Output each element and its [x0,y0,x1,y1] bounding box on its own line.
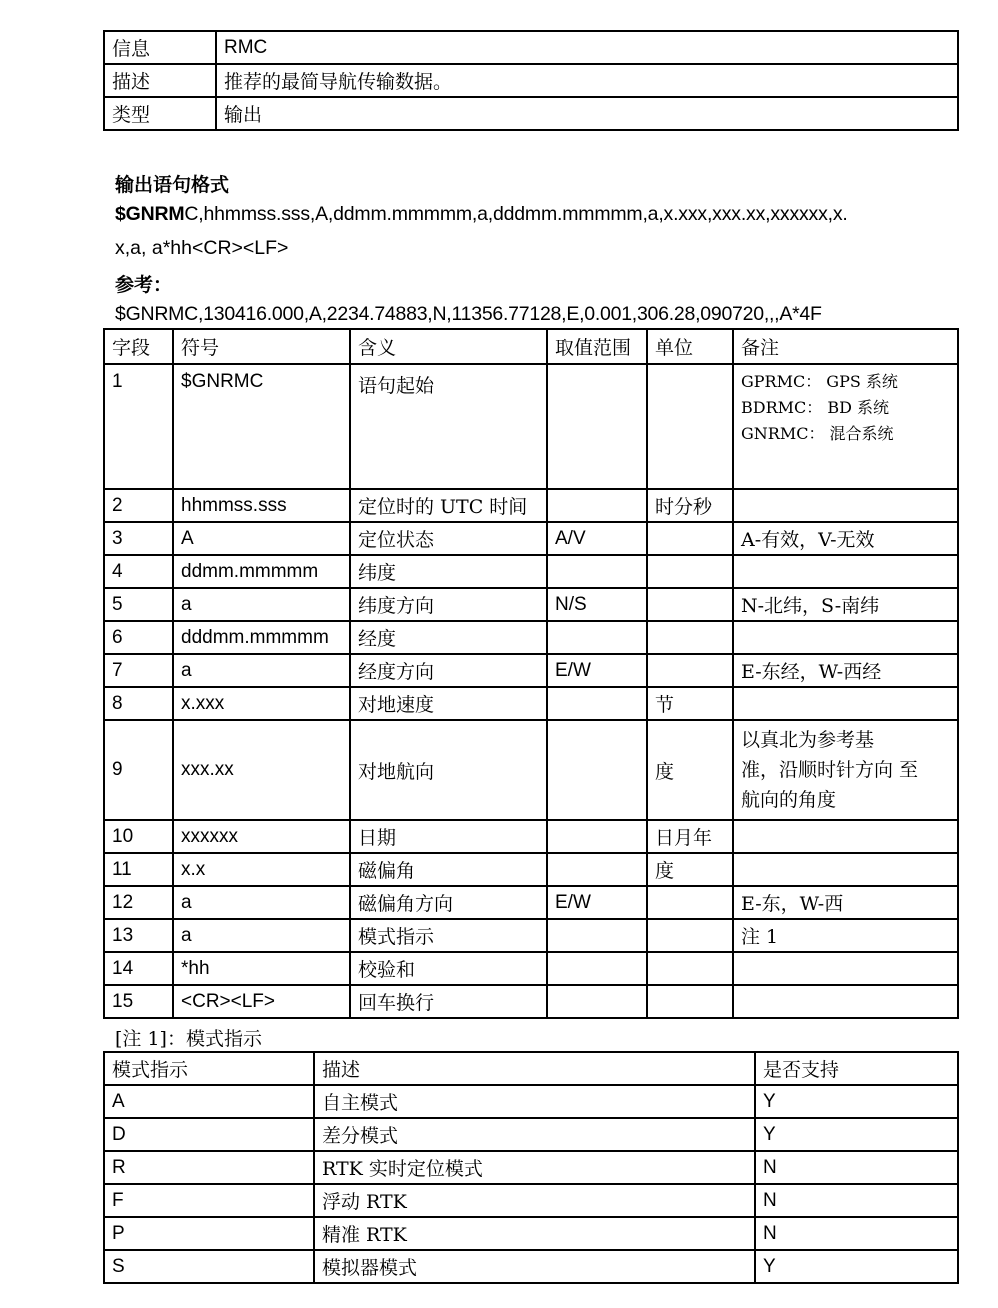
reference-sentence: $GNRMC,130416.000,A,2234.74883,N,11356.77128,E,0.001,306.28,090720,,,A*4F [115,303,822,325]
field-symbol-cell: x.x [173,853,350,886]
output-format-line-2: x,a, a*hh<CR><LF> [115,237,289,259]
reference-heading: 参考： [115,274,173,296]
field-row [104,919,958,952]
field-meaning-cell: 语句起始 [350,364,547,489]
field-unit-cell [647,555,733,588]
field-unit-cell [647,919,733,952]
field-row [104,621,958,654]
field-unit-cell [647,654,733,687]
field-number-cell: 13 [104,919,173,952]
output-format-line-1-rest: C,hhmmss.sss,A,ddmm.mmmmm,a,dddmm.mmmmm,a,x.xxx,xxx.xx,xxxxxx,x. [184,203,848,225]
field-range-cell [547,364,647,489]
info-value-cell: RMC [216,31,958,64]
field-symbol-cell: ddmm.mmmmm [173,555,350,588]
mode-code-cell: D [104,1118,314,1151]
field-unit-cell: 节 [647,687,733,720]
field-meaning-cell: 回车换行 [350,985,547,1018]
field-row [104,654,958,687]
field-number-cell: 9 [104,720,173,820]
field-note-line: 航向的角度 [741,789,837,811]
field-note-cell [733,720,958,820]
field-range-cell: E/W [547,654,647,687]
field-range-cell: N/S [547,588,647,621]
field-unit-cell [647,952,733,985]
mode-row [104,1085,958,1118]
mode-code-cell: R [104,1151,314,1184]
output-format-bold-prefix: $GNRM [115,203,185,225]
field-range-cell [547,555,647,588]
field-number-cell: 8 [104,687,173,720]
info-value-cell: 输出 [216,97,958,130]
mode-description-cell: RTK 实时定位模式 [314,1151,755,1184]
field-range-cell [547,853,647,886]
field-unit-cell: 时分秒 [647,489,733,522]
field-number-cell: 6 [104,621,173,654]
mode-header-cell: 模式指示 [104,1052,314,1085]
field-unit-cell [647,588,733,621]
field-symbol-cell: dddmm.mmmmm [173,621,350,654]
field-unit-cell [647,364,733,489]
field-number-cell: 15 [104,985,173,1018]
field-note-cell [733,853,958,886]
field-note-line: GNRMC： 混合系统 [741,424,894,443]
field-symbol-cell: *hh [173,952,350,985]
field-meaning-cell: 对地速度 [350,687,547,720]
field-row [104,588,958,621]
info-key-cell: 信息 [104,31,216,64]
field-number-cell: 5 [104,588,173,621]
field-unit-cell: 日月年 [647,820,733,853]
field-row [104,886,958,919]
field-range-cell [547,985,647,1018]
field-note-cell: N-北纬，S-南纬 [733,588,958,621]
field-header-cell: 单位 [647,329,733,364]
field-definition-body [104,329,958,1018]
field-meaning-cell: 磁偏角 [350,853,547,886]
output-format-heading: 输出语句格式 [115,174,230,196]
info-row [104,64,958,97]
field-note-cell: E-东，W-西 [733,886,958,919]
info-key-cell: 描述 [104,64,216,97]
field-symbol-cell: A [173,522,350,555]
field-unit-cell [647,522,733,555]
field-unit-cell [647,985,733,1018]
info-value-cell: 推荐的最简导航传输数据。 [216,64,958,97]
field-note-line: GPRMC： GPS 系统 [741,372,898,391]
mode-row [104,1184,958,1217]
mode-supported-cell: N [755,1184,958,1217]
field-symbol-cell: $GNRMC [173,364,350,489]
field-number-cell: 3 [104,522,173,555]
field-number-cell: 2 [104,489,173,522]
mode-header-row [104,1052,958,1085]
field-unit-cell: 度 [647,853,733,886]
field-note-cell: 注 1 [733,919,958,952]
field-row [104,820,958,853]
field-row [104,522,958,555]
field-symbol-cell: xxxxxx [173,820,350,853]
field-header-row [104,329,958,364]
field-range-cell [547,820,647,853]
field-note-cell: A-有效，V-无效 [733,522,958,555]
field-note-cell [733,687,958,720]
field-symbol-cell: a [173,886,350,919]
mode-supported-cell: Y [755,1118,958,1151]
field-header-cell: 取值范围 [547,329,647,364]
mode-supported-cell: Y [755,1085,958,1118]
field-note-cell [733,555,958,588]
field-note-cell [733,820,958,853]
mode-supported-cell: N [755,1151,958,1184]
mode-code-cell: P [104,1217,314,1250]
field-meaning-cell: 定位状态 [350,522,547,555]
field-note-cell [733,952,958,985]
info-key-cell: 类型 [104,97,216,130]
field-symbol-cell: a [173,654,350,687]
field-row [104,364,958,489]
mode-row [104,1151,958,1184]
field-symbol-cell: a [173,919,350,952]
mode-supported-cell: Y [755,1250,958,1283]
mode-row [104,1118,958,1151]
field-meaning-cell: 模式指示 [350,919,547,952]
field-row [104,985,958,1018]
field-symbol-cell: x.xxx [173,687,350,720]
field-range-cell [547,919,647,952]
mode-description-cell: 自主模式 [314,1085,755,1118]
field-definition-table [103,328,959,1019]
field-meaning-cell: 定位时的 UTC 时间 [350,489,547,522]
field-number-cell: 7 [104,654,173,687]
field-note-line: 以真北为参考基 [741,729,875,751]
field-note-cell [733,621,958,654]
mode-note-caption: [注 1]：模式指示 [115,1028,262,1050]
mode-description-cell: 浮动 RTK [314,1184,755,1217]
mode-description-cell: 模拟器模式 [314,1250,755,1283]
field-row [104,720,958,820]
mode-indicator-table [103,1051,959,1284]
mode-supported-cell: N [755,1217,958,1250]
field-unit-cell [647,621,733,654]
field-meaning-cell: 校验和 [350,952,547,985]
field-meaning-cell: 纬度 [350,555,547,588]
field-note-cell [733,364,958,489]
field-symbol-cell: hhmmss.sss [173,489,350,522]
message-info-table [103,30,959,131]
field-header-cell: 字段 [104,329,173,364]
field-number-cell: 4 [104,555,173,588]
field-meaning-cell: 经度方向 [350,654,547,687]
field-note-line: 准，沿顺时针方向 至 [741,759,919,781]
field-header-cell: 含义 [350,329,547,364]
field-meaning-cell: 纬度方向 [350,588,547,621]
mode-indicator-body [104,1052,958,1283]
field-symbol-cell: <CR><LF> [173,985,350,1018]
field-header-cell: 备注 [733,329,958,364]
field-row [104,555,958,588]
mode-row [104,1250,958,1283]
field-row [104,853,958,886]
field-unit-cell [647,886,733,919]
field-number-cell: 10 [104,820,173,853]
mode-code-cell: A [104,1085,314,1118]
field-range-cell [547,952,647,985]
field-note-cell [733,985,958,1018]
field-meaning-cell: 对地航向 [350,720,547,820]
mode-code-cell: S [104,1250,314,1283]
field-range-cell [547,720,647,820]
field-symbol-cell: xxx.xx [173,720,350,820]
mode-description-cell: 精准 RTK [314,1217,755,1250]
mode-header-cell: 描述 [314,1052,755,1085]
info-row [104,97,958,130]
field-number-cell: 14 [104,952,173,985]
info-row [104,31,958,64]
field-note-cell: E-东经，W-西经 [733,654,958,687]
field-range-cell [547,687,647,720]
message-info-body [104,31,958,130]
field-symbol-cell: a [173,588,350,621]
field-row [104,489,958,522]
output-format-line-1 [115,203,848,226]
mode-code-cell: F [104,1184,314,1217]
field-meaning-cell: 磁偏角方向 [350,886,547,919]
field-note-line: BDRMC： BD 系统 [741,398,890,417]
field-row [104,687,958,720]
field-number-cell: 11 [104,853,173,886]
mode-row [104,1217,958,1250]
field-number-cell: 12 [104,886,173,919]
field-number-cell: 1 [104,364,173,489]
mode-header-cell: 是否支持 [755,1052,958,1085]
field-range-cell: A/V [547,522,647,555]
field-range-cell [547,489,647,522]
field-meaning-cell: 经度 [350,621,547,654]
field-range-cell: E/W [547,886,647,919]
field-note-cell [733,489,958,522]
field-meaning-cell: 日期 [350,820,547,853]
field-range-cell [547,621,647,654]
field-unit-cell: 度 [647,720,733,820]
field-header-cell: 符号 [173,329,350,364]
mode-description-cell: 差分模式 [314,1118,755,1151]
field-row [104,952,958,985]
